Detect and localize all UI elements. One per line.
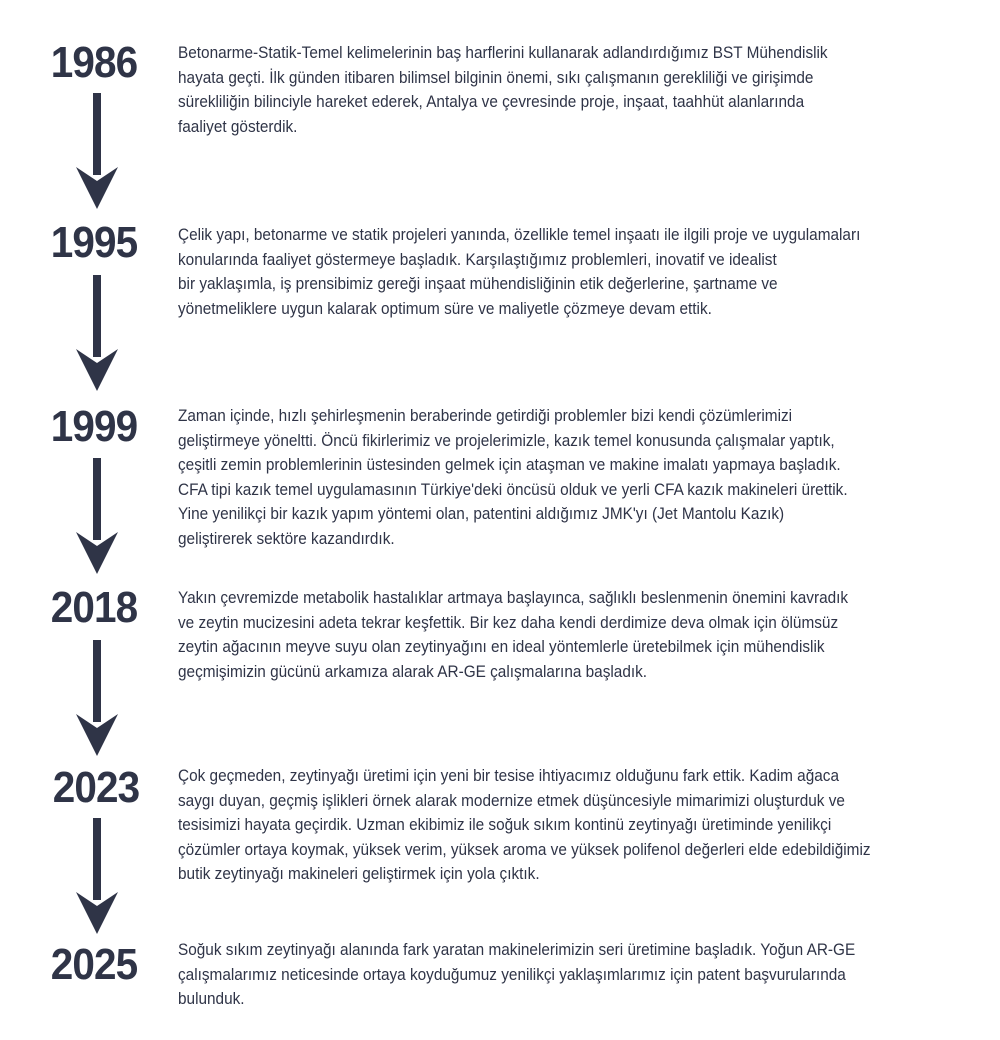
arrow-down-icon bbox=[74, 458, 120, 576]
entry-description: Soğuk sıkım zeytinyağı alanında fark yaratan makinelerimizin seri üretimine başladık. Yoğun AR-GE çalışmalarımız neticesinde ortaya koyduğumuz yenilikçi yaklaşımlarımız için patent başvurularında bulunduk. bbox=[178, 941, 856, 1008]
year-label: 1986 bbox=[50, 38, 138, 87]
arrow-down-icon bbox=[74, 640, 120, 758]
entry-description: Çelik yapı, betonarme ve statik projeleri yanında, özellikle temel inşaatı ile ilgili proje ve uygulamaları konularında faaliyet göstermeye başladık. Karşılaştığımız problemleri, inovatif ve idealist bir yaklaşımla, iş prensibimiz gereği inşaat mühendisliğinin etik değerlerine, şartname ve yönetmeliklere uygun kalarak optimum süre ve maliyetle çözmeye devam ettik. bbox=[178, 226, 861, 318]
year-label: 1999 bbox=[50, 402, 138, 451]
entry-description: Betonarme-Statik-Temel kelimelerinin baş harflerini kullanarak adlandırdığımız BST Mühendislik hayata geçti. İlk günden itibaren bilimsel bilginin önemi, sıkı çalışmanın gerekliliği ve girişimde sürekliliğin bilinciyle hareket ederek, Antalya ve çevresinde proje, inşaat, taahhüt alanlarında faaliyet gösterdik. bbox=[178, 44, 828, 136]
year-label: 2023 bbox=[52, 763, 140, 812]
arrow-down-icon bbox=[74, 275, 120, 393]
arrow-down-icon bbox=[74, 93, 120, 211]
arrow-down-icon bbox=[74, 818, 120, 936]
entry-description: Çok geçmeden, zeytinyağı üretimi için yeni bir tesise ihtiyacımız olduğunu fark ettik. Kadim ağaca saygı duyan, geçmiş işlikleri örnek alarak modernize etmek düşüncesiyle mimarimizi oluşturduk ve tesisimizi hayata geçirdik. Uzman ekibimiz ile soğuk sıkım kontinü zeytinyağı üretiminde yenilikçi çözümler ortaya koymak, yüksek verim, yüksek aroma ve yüksek polifenol değerleri elde edebildiğimiz butik zeytinyağı makineleri geliştirmek için yola çıktık. bbox=[178, 767, 871, 883]
year-label: 2018 bbox=[50, 583, 138, 632]
entry-description: Zaman içinde, hızlı şehirleşmenin beraberinde getirdiği problemler bizi kendi çözümlerimizi geliştirmeye yöneltti. Öncü fikirlerimiz ve projelerimizle, kazık temel konusunda çalışmalar yaptık, çeşitli zemin problemlerinin üstesinden gelmek için ataşman ve makine imalatı yapmaya başladık. CFA tipi kazık temel uygulamasının Türkiye'deki öncüsü olduk ve yerli CFA kazık makineleri ürettik. Yine yenilikçi bir kazık yapım yöntemi olan, patentini aldığımız JMK'yı (Jet Mantolu Kazık) geliştirerek sektöre kazandırdık. bbox=[178, 407, 848, 548]
entry-description: Yakın çevremizde metabolik hastalıklar artmaya başlayınca, sağlıklı beslenmenin önemini kavradık ve zeytin mucizesini adeta tekrar keşfettik. Bir kez daha kendi derdimize deva olmak için ölümsüz zeytin ağacının meyve suyu olan zeytinyağını en ideal yöntemlerle üretebilmek için mühendislik geçmişimizin gücünü arkamıza alarak AR-GE çalışmalarına başladık. bbox=[178, 589, 849, 681]
year-label: 1995 bbox=[50, 218, 138, 267]
year-label: 2025 bbox=[50, 940, 138, 989]
